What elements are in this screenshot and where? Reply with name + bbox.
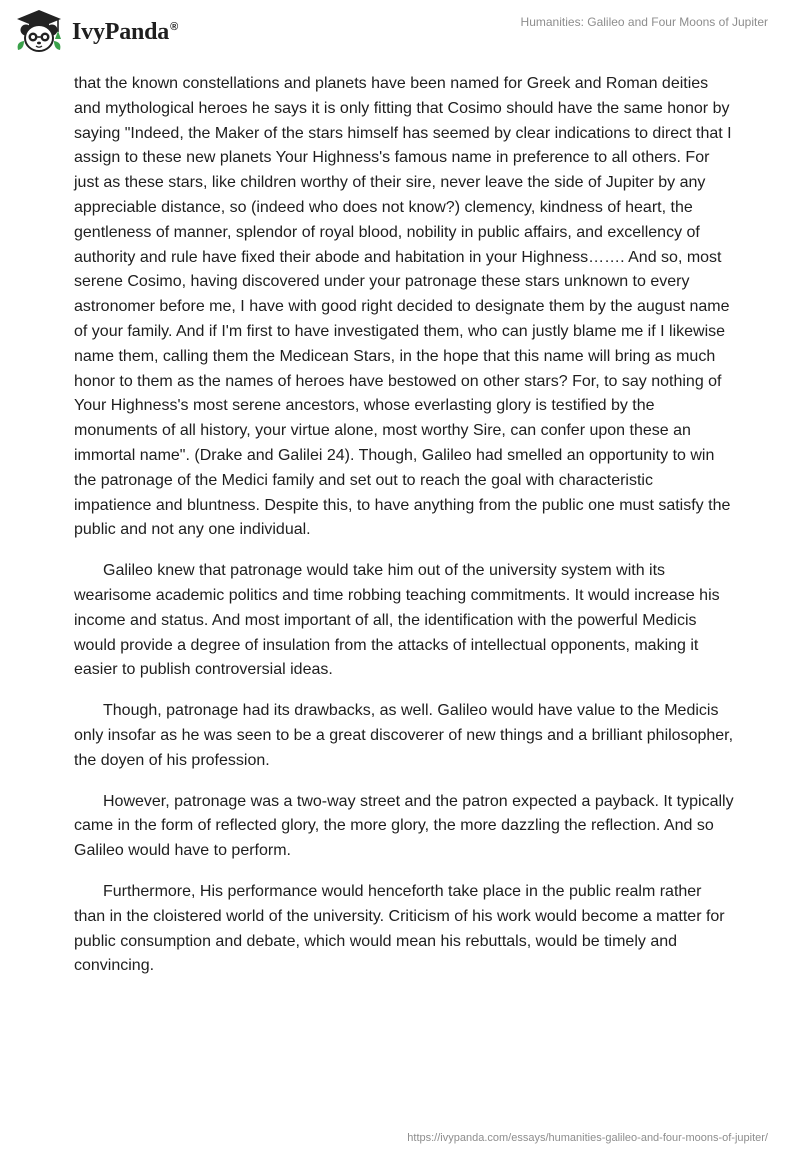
panda-graduate-icon bbox=[14, 8, 64, 54]
essay-body bbox=[74, 72, 734, 995]
document-title: Humanities: Galileo and Four Moons of Jupiter bbox=[520, 15, 768, 29]
brand-logo[interactable] bbox=[14, 8, 178, 54]
brand-name: IvyPanda® bbox=[72, 18, 179, 45]
paragraph: Furthermore, His performance would henceforth take place in the public realm rather than in the cloistered world of the university. Criticism of his work would become a matter for public consumption and debate, which would mean his rebuttals, would be timely and convincing. bbox=[74, 882, 725, 975]
paragraph: Galileo knew that patronage would take him out of the university system with its wearisome academic politics and time robbing teaching commitments. It would increase his income and status. And most important of all, the identification with the powerful Medicis would provide a degree of insulation from the attacks of intellectual opponents, making it easier to publish controversial ideas. bbox=[74, 562, 720, 679]
paragraph: However, patronage was a two-way street and the patron expected a payback. It typically came in the form of reflected glory, the more glory, the more dazzling the reflection. And so Galileo would have to perform. bbox=[74, 792, 734, 860]
paragraph: that the known constellations and planets have been named for Greek and Roman deities and mythological heroes he says it is only fitting that Cosimo should have the same honor by saying "Indeed, the Maker of the stars himself has seemed by clear indications to direct that I assign to these new planets Your Highness's famous name in preference to all others. For just as these stars, like children worthy of their sire, never leave the side of Jupiter by any appreciable distance, so (indeed who does not know?) clemency, kindness of heart, the gentleness of manner, splendor of royal blood, nobility in public affairs, and excellency of authority and rule have fixed their abode and habitation in your Highness……. And so, most serene Cosimo, having discovered under your patronage these stars unknown to every astronomer before me, I have with good right decided to designate them by the august name of your family. And if I'm first to have investigated them, who can justly blame me if I likewise name them, calling them the Medicean Stars, in the hope that this name will bring as much honor to them as the names of heroes have bestowed on other stars? For, to say nothing of Your Highness's most serene ancestors, whose everlasting glory is testified by the monuments of all history, your virtue alone, most worthy Sire, can confer upon these an immortal name". (Drake and Galilei 24). Though, Galileo had smelled an opportunity to win the patronage of the Medici family and set out to reach the goal with characteristic impatience and bluntness. Despite this, to have anything from the public one must satisfy the public and not any one individual. bbox=[74, 75, 732, 539]
source-url[interactable]: https://ivypanda.com/essays/humanities-galileo-and-four-moons-of-jupiter/ bbox=[407, 1132, 768, 1144]
registered-mark: ® bbox=[170, 20, 179, 33]
paragraph: Though, patronage had its drawbacks, as well. Galileo would have value to the Medicis only insofar as he was seen to be a great discoverer of new things and a brilliant philosopher, the doyen of his profession. bbox=[74, 702, 734, 769]
page-header bbox=[0, 0, 800, 66]
